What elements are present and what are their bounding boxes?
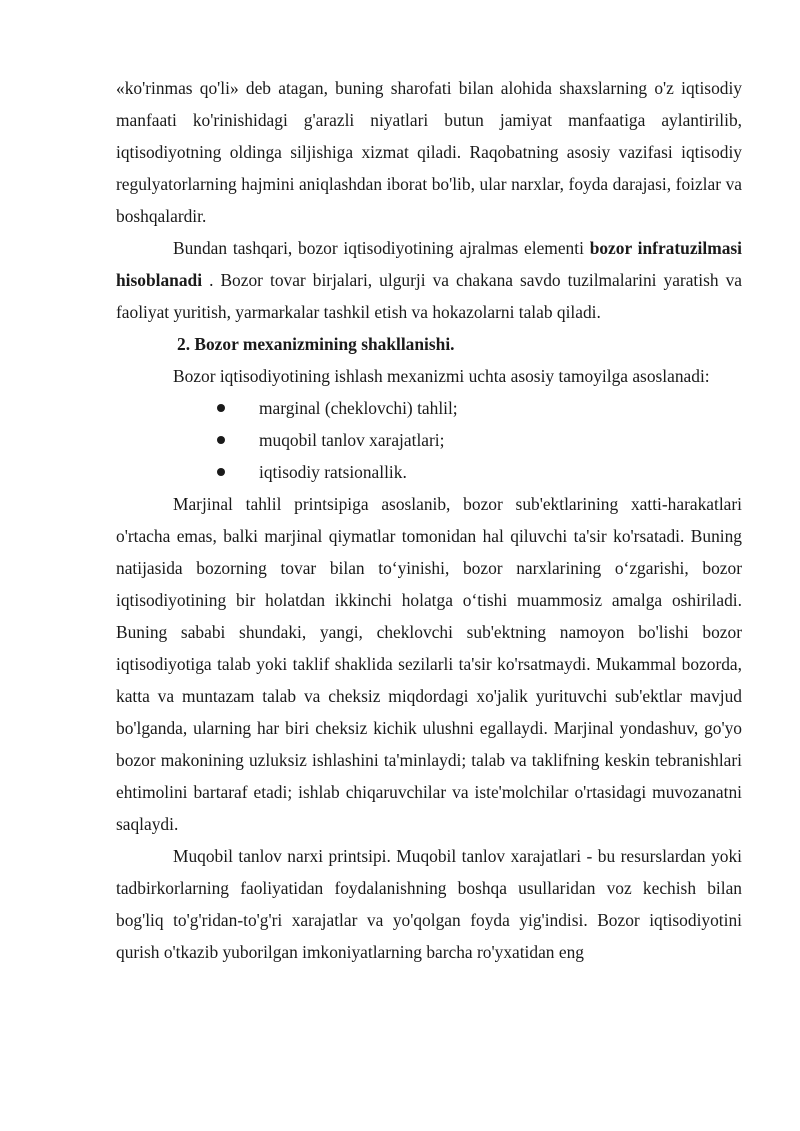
paragraph-infrastructure-rest: . Bozor tovar birjalari, ulgurji va chakana savdo tuzilmalarini yaratish va faoliyat yuritish, yarmarkalar tashkil etish va hokazolarni talab qiladi. — [116, 270, 742, 322]
paragraph-opportunity-cost: Muqobil tanlov narxi printsipi. Muqobil tanlov xarajatlari - bu resurslardan yoki tadbirkorlarning faoliyatidan foydalanishning boshqa usullaridan voz kechish bilan bog'liq to'g'ridan-to'g'ri xarajatlar va yo'qolgan foyda yig'indisi. Bozor iqtisodiyotini qurish o'tkazib yuborilgan imkoniyatlarning barcha ro'yxatidan eng — [116, 846, 742, 962]
bullet-icon — [217, 404, 225, 412]
paragraph-infrastructure — [116, 232, 742, 328]
list-item — [116, 392, 742, 424]
list-item — [116, 456, 742, 488]
list-item-text: muqobil tanlov xarajatlari; — [259, 430, 445, 450]
list-item-text: iqtisodiy ratsionallik. — [259, 462, 407, 482]
list-item — [116, 424, 742, 456]
paragraph-infrastructure-bold: bozor infratuzilmasi hisoblanadi — [116, 238, 742, 290]
principles-list — [116, 392, 742, 488]
paragraph-infrastructure-lead: Bundan tashqari, bozor iqtisodiyotining ajralmas elementi — [173, 238, 590, 258]
paragraph-marginal-analysis: Marjinal tahlil printsipiga asoslanib, bozor sub'ektlarining xatti-harakatlari o'rtacha emas, balki marjinal qiymatlar tomonidan hal qiluvchi ta'sir ko'rsatadi. Buning natijasida bozorning tovar bilan to‘yinishi, bozor narxlarining o‘zgarishi, bozor iqtisodiyotining bir holatdan ikkinchi holatga o‘tishi muammosiz amalga oshiriladi. Buning sababi shundaki, yangi, cheklovchi sub'ektning namoyon bo'lishi bozor iqtisodiyotiga talab yoki taklif shaklida sezilarli ta'sir ko'rsatmaydi. Mukammal bozorda, katta va muntazam talab va cheksiz miqdordagi xo'jalik yurituvchi sub'ektlar mavjud bo'lganda, ularning har biri cheksiz kichik ulushni egallaydi. Marjinal yondashuv, go'yo bozor makonining uzluksiz ishlashini ta'minlaydi; talab va taklifning keskin tebranishlari ehtimolini bartaraf etadi; ishlab chiqaruvchilar va iste'molchilar o'rtasidagi muvozanatni saqlaydi. — [116, 494, 742, 834]
section-heading: 2. Bozor mexanizmining shakllanishi. — [177, 334, 455, 354]
bullet-icon — [217, 468, 225, 476]
paragraph-principles-intro: Bozor iqtisodiyotining ishlash mexanizmi uchta asosiy tamoyilga asoslanadi: — [173, 366, 710, 386]
paragraph-intro: «ko'rinmas qo'li» deb atagan, buning sharofati bilan alohida shaxslarning o'z iqtisodiy manfaati ko'rinishidagi g'arazli niyatlari butun jamiyat manfaatiga aylantirilib, iqtisodiyotning oldinga siljishiga xizmat qiladi. Raqobatning asosiy vazifasi iqtisodiy regulyatorlarning hajmini aniqlashdan iborat bo'lib, ular narxlar, foyda darajasi, foizlar va boshqalardir. — [116, 78, 742, 226]
document-page — [116, 72, 742, 968]
bullet-icon — [217, 436, 225, 444]
list-item-text: marginal (cheklovchi) tahlil; — [259, 398, 458, 418]
